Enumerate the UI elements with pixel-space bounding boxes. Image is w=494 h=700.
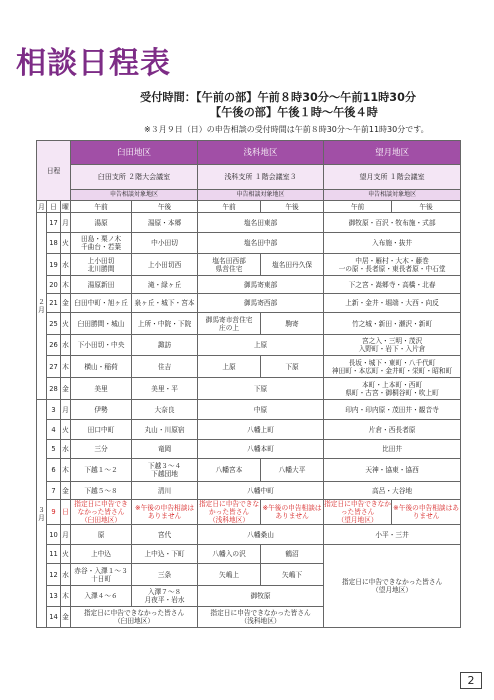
page-title: 相談日程表 — [16, 46, 171, 81]
usuda-am-cell: 田口中町 — [71, 420, 132, 440]
usuda-am-cell: 下越１～２ — [71, 459, 132, 482]
march-rows — [37, 400, 461, 628]
mochizuki-am-cell: 指定日に申告できなかった皆さん （望月地区） — [324, 500, 391, 524]
day-cell: 26 — [47, 335, 61, 356]
usuda-am-cell: 湯原 — [71, 213, 132, 233]
asashina-cell: 上原 — [198, 335, 324, 356]
mochizuki-cell: 下之宮・嵩郷寺・高橋・北春 — [324, 276, 461, 294]
day-cell: 25 — [47, 313, 61, 335]
weekday-cell: 月 — [61, 213, 71, 233]
asashina-pm-cell: 矢嶋下 — [261, 564, 324, 586]
usuda-am-cell: 下小田切・中央 — [71, 335, 132, 356]
usuda-pm-cell: 上所・中院・下院 — [132, 313, 198, 335]
mochizuki-cell: 上新・金井・堀端・大西・向反 — [324, 294, 461, 313]
mochizuki-cell: 中居・雁村・大木・藤巻 一の原・長者原・東長者原・中石堂 — [324, 254, 461, 276]
schedule-row — [37, 459, 461, 482]
mochizuki-cell: 宮之入・三明・茂沢 入野町・岩下・入片倉 — [324, 335, 461, 356]
asashina-cell: 御馬寄西部 — [198, 294, 324, 313]
weekday-cell: 火 — [61, 233, 71, 254]
weekday-cell: 水 — [61, 254, 71, 276]
usuda-pm-cell: 宮代 — [132, 525, 198, 545]
hours-note: ※３月９日（日）の申告相談の受付時間は午前８時30分～午前11時30分です。 — [144, 125, 429, 134]
scope-mochizuki: 申告相談対象地区 — [324, 190, 461, 201]
usuda-am-cell: 田島・栗ノ木 千曲台・若葉 — [71, 233, 132, 254]
district-usuda: 臼田地区 — [71, 141, 198, 165]
district-mochizuki: 望月地区 — [324, 141, 461, 165]
day-cell: 13 — [47, 586, 61, 607]
usuda-am-cell: 赤谷・入澤１～３ 十日町 — [71, 564, 132, 586]
asashina-am-cell: 御馬寄市営住宅 庄の上 — [198, 313, 261, 335]
am-header: 午前 — [198, 201, 261, 213]
schedule-row — [37, 378, 461, 400]
usuda-pm-cell: 滝・緑ヶ丘 — [132, 276, 198, 294]
schedule-row — [37, 213, 461, 233]
asashina-cell: 塩名田東部 — [198, 213, 324, 233]
usuda-pm-cell: 清川 — [132, 482, 198, 500]
day-cell: 7 — [47, 482, 61, 500]
day-cell: 3 — [47, 400, 61, 420]
weekday-cell: 火 — [61, 545, 71, 564]
mochizuki-late-cell: 指定日に申告できなかった皆さん （望月地区） — [324, 545, 461, 628]
asashina-cell: 八幡上町 — [198, 420, 324, 440]
mochizuki-cell: 小平・三井 — [324, 525, 461, 545]
mochizuki-cell: 長坂・城下・東町・八千代町 神田町・本広町・金井町・栄町・昭和町 — [324, 356, 461, 378]
month-header: 月 — [38, 202, 45, 211]
weekday-cell: 日 — [61, 500, 71, 525]
day-cell: 11 — [47, 545, 61, 564]
asashina-cell: 八幡本町 — [198, 440, 324, 459]
day-cell: 18 — [47, 233, 61, 254]
weekday-cell: 月 — [61, 400, 71, 420]
weekday-cell: 火 — [61, 420, 71, 440]
asashina-cell: 八幡中町 — [198, 482, 324, 500]
asashina-am-cell: 八幡入の沢 — [198, 545, 261, 564]
usuda-pm-cell: 美里・平 — [132, 378, 198, 400]
weekday-cell: 火 — [61, 313, 71, 335]
schedule-row — [37, 525, 461, 545]
day-cell: 4 — [47, 420, 61, 440]
usuda-am-cell: 湯原新田 — [71, 276, 132, 294]
usuda-am-cell: 臼田中町・旭ヶ丘 — [71, 294, 132, 313]
schedule-row — [37, 545, 461, 564]
mochizuki-cell: 天神・協東・協西 — [324, 459, 461, 482]
weekday-cell: 木 — [61, 356, 71, 378]
schedule-row — [37, 335, 461, 356]
usuda-pm-cell: ※午後の申告相談はありません — [132, 500, 198, 525]
weekday-header: 曜 — [62, 202, 69, 211]
day-cell: 5 — [47, 440, 61, 459]
month-cell: ３月 — [37, 400, 47, 628]
usuda-am-cell: 臼田勝間・城山 — [71, 313, 132, 335]
mochizuki-pm-cell: ※午後の申告相談はありません — [392, 500, 461, 525]
asashina-pm-cell: 下原 — [261, 356, 324, 378]
usuda-pm-cell: 入澤７～８ 月夜平・岩水 — [132, 586, 198, 607]
usuda-am-cell: 上小田切 北川勝間 — [71, 254, 132, 276]
day-cell: 17 — [47, 213, 61, 233]
asashina-pm-cell: ※午後の申告相談はありません — [261, 500, 324, 525]
day-cell: 27 — [47, 356, 61, 378]
mochizuki-cell: 入布施・抜井 — [324, 233, 461, 254]
usuda-am-cell: 入澤４～６ — [71, 586, 132, 607]
usuda-pm-cell: 諏訪 — [132, 335, 198, 356]
asashina-am-cell: 指定日に申告できなかった皆さん （浅科地区） — [198, 500, 260, 524]
schedule-row — [37, 276, 461, 294]
schedule-row — [37, 233, 461, 254]
schedule-row — [37, 313, 461, 335]
am-header: 午前 — [324, 201, 392, 213]
asashina-am-cell: 八幡宮本 — [198, 459, 261, 482]
usuda-pm-cell: 湯原・本郷 — [132, 213, 198, 233]
usuda-am-cell: 原 — [71, 525, 132, 545]
weekday-cell: 木 — [61, 586, 71, 607]
room-usuda: 臼田支所 ２階大会議室 — [71, 165, 198, 190]
asashina-cell: 下原 — [198, 378, 324, 400]
day-header: 日 — [47, 201, 61, 213]
asashina-am-cell: 上原 — [198, 356, 261, 378]
usuda-am-cell: 下越５～８ — [71, 482, 132, 500]
usuda-pm-cell: 泉ヶ丘・城下・宮本 — [132, 294, 198, 313]
schedule-row — [37, 254, 461, 276]
weekday-cell: 水 — [61, 335, 71, 356]
asashina-cell: 中原 — [198, 400, 324, 420]
pm-header: 午後 — [261, 201, 324, 213]
room-asashina: 浅科支所 １階会議室３ — [198, 165, 324, 190]
usuda-pm-cell: 丸山・川原宿 — [132, 420, 198, 440]
usuda-cell: 指定日に申告できなかった皆さん （臼田地区） — [71, 607, 198, 628]
usuda-am-cell: 美里 — [71, 378, 132, 400]
asashina-am-cell: 塩名田西部 県営住宅 — [198, 254, 261, 276]
usuda-am-cell: 上中込 — [71, 545, 132, 564]
scope-asashina: 申告相談対象地区 — [198, 190, 324, 201]
day-cell: 19 — [47, 254, 61, 276]
hours-pm: 【午後の部】午後１時～午後４時 — [210, 106, 378, 119]
reception-hours — [140, 90, 416, 120]
usuda-pm-cell: 下越３～４ 下越団地 — [132, 459, 198, 482]
day-cell: 14 — [47, 607, 61, 628]
asashina-cell: 御牧原 — [198, 586, 324, 607]
weekday-cell: 木 — [61, 276, 71, 294]
weekday-cell: 金 — [61, 378, 71, 400]
schedule-row — [37, 440, 461, 459]
weekday-cell: 金 — [61, 607, 71, 628]
hours-label: 受付時間： — [140, 91, 196, 104]
usuda-am-cell: 指定日に申告できなかった皆さん （臼田地区） — [71, 500, 132, 525]
schedule-row — [37, 356, 461, 378]
mochizuki-cell: 高呂・大谷地 — [324, 482, 461, 500]
district-asashina: 浅科地区 — [198, 141, 324, 165]
asashina-pm-cell: 駒寄 — [261, 313, 324, 335]
schedule-row — [37, 500, 461, 525]
usuda-pm-cell: 中小田切 — [132, 233, 198, 254]
usuda-pm-cell: 住吉 — [132, 356, 198, 378]
usuda-pm-cell: 竜岡 — [132, 440, 198, 459]
asashina-cell: 御馬寄東部 — [198, 276, 324, 294]
usuda-am-cell: 伊勢 — [71, 400, 132, 420]
schedule-row — [37, 420, 461, 440]
usuda-pm-cell: 三条 — [132, 564, 198, 586]
usuda-pm-cell: 大奈良 — [132, 400, 198, 420]
mochizuki-cell: 片倉・西長者原 — [324, 420, 461, 440]
mochizuki-cell: 竹之城・新田・瀬沢・新町 — [324, 313, 461, 335]
mochizuki-cell: 比田井 — [324, 440, 461, 459]
usuda-am-cell: 三分 — [71, 440, 132, 459]
weekday-cell: 木 — [61, 459, 71, 482]
asashina-pm-cell: 鶴沼 — [261, 545, 324, 564]
february-rows — [37, 213, 461, 400]
asashina-cell: 八幡桑山 — [198, 525, 324, 545]
asashina-pm-cell: 八幡大平 — [261, 459, 324, 482]
mochizuki-cell: 御牧原・百沢・牧布施・式部 — [324, 213, 461, 233]
weekday-cell: 金 — [61, 482, 71, 500]
schedule-row — [37, 294, 461, 313]
asashina-cell: 指定日に申告できなかった皆さん （浅科地区） — [198, 607, 324, 628]
weekday-cell: 水 — [61, 564, 71, 586]
asashina-pm-cell: 塩名田丹久保 — [261, 254, 324, 276]
day-cell: 9 — [47, 500, 61, 525]
usuda-am-cell: 横山・稲荷 — [71, 356, 132, 378]
pm-header: 午後 — [132, 201, 198, 213]
weekday-cell: 水 — [61, 440, 71, 459]
mochizuki-cell: 印内・印内原・茂田井・観音寺 — [324, 400, 461, 420]
schedule-row — [37, 482, 461, 500]
day-cell: 20 — [47, 276, 61, 294]
asashina-am-cell: 矢嶋上 — [198, 564, 261, 586]
usuda-pm-cell: 上中込・下町 — [132, 545, 198, 564]
month-cell: ２月 — [37, 213, 47, 400]
day-cell: 6 — [47, 459, 61, 482]
day-cell: 10 — [47, 525, 61, 545]
schedule-label: 日程 — [37, 141, 71, 201]
schedule-row — [37, 400, 461, 420]
hours-am: 【午前の部】午前８時30分～午前11時30分 — [195, 91, 417, 104]
schedule-table — [36, 140, 461, 628]
day-cell: 21 — [47, 294, 61, 313]
day-cell: 28 — [47, 378, 61, 400]
day-cell: 12 — [47, 564, 61, 586]
room-mochizuki: 望月支所 １階会議室 — [324, 165, 461, 190]
am-header: 午前 — [71, 201, 132, 213]
usuda-pm-cell: 上小田切西 — [132, 254, 198, 276]
page-number: 2 — [460, 672, 482, 689]
mochizuki-cell: 本町・上本町・西町 県町・古宮・御桐谷町・吹上町 — [324, 378, 461, 400]
weekday-cell: 月 — [61, 525, 71, 545]
scope-usuda: 申告相談対象地区 — [71, 190, 198, 201]
pm-header: 午後 — [392, 201, 461, 213]
weekday-cell: 金 — [61, 294, 71, 313]
asashina-cell: 塩名田中部 — [198, 233, 324, 254]
